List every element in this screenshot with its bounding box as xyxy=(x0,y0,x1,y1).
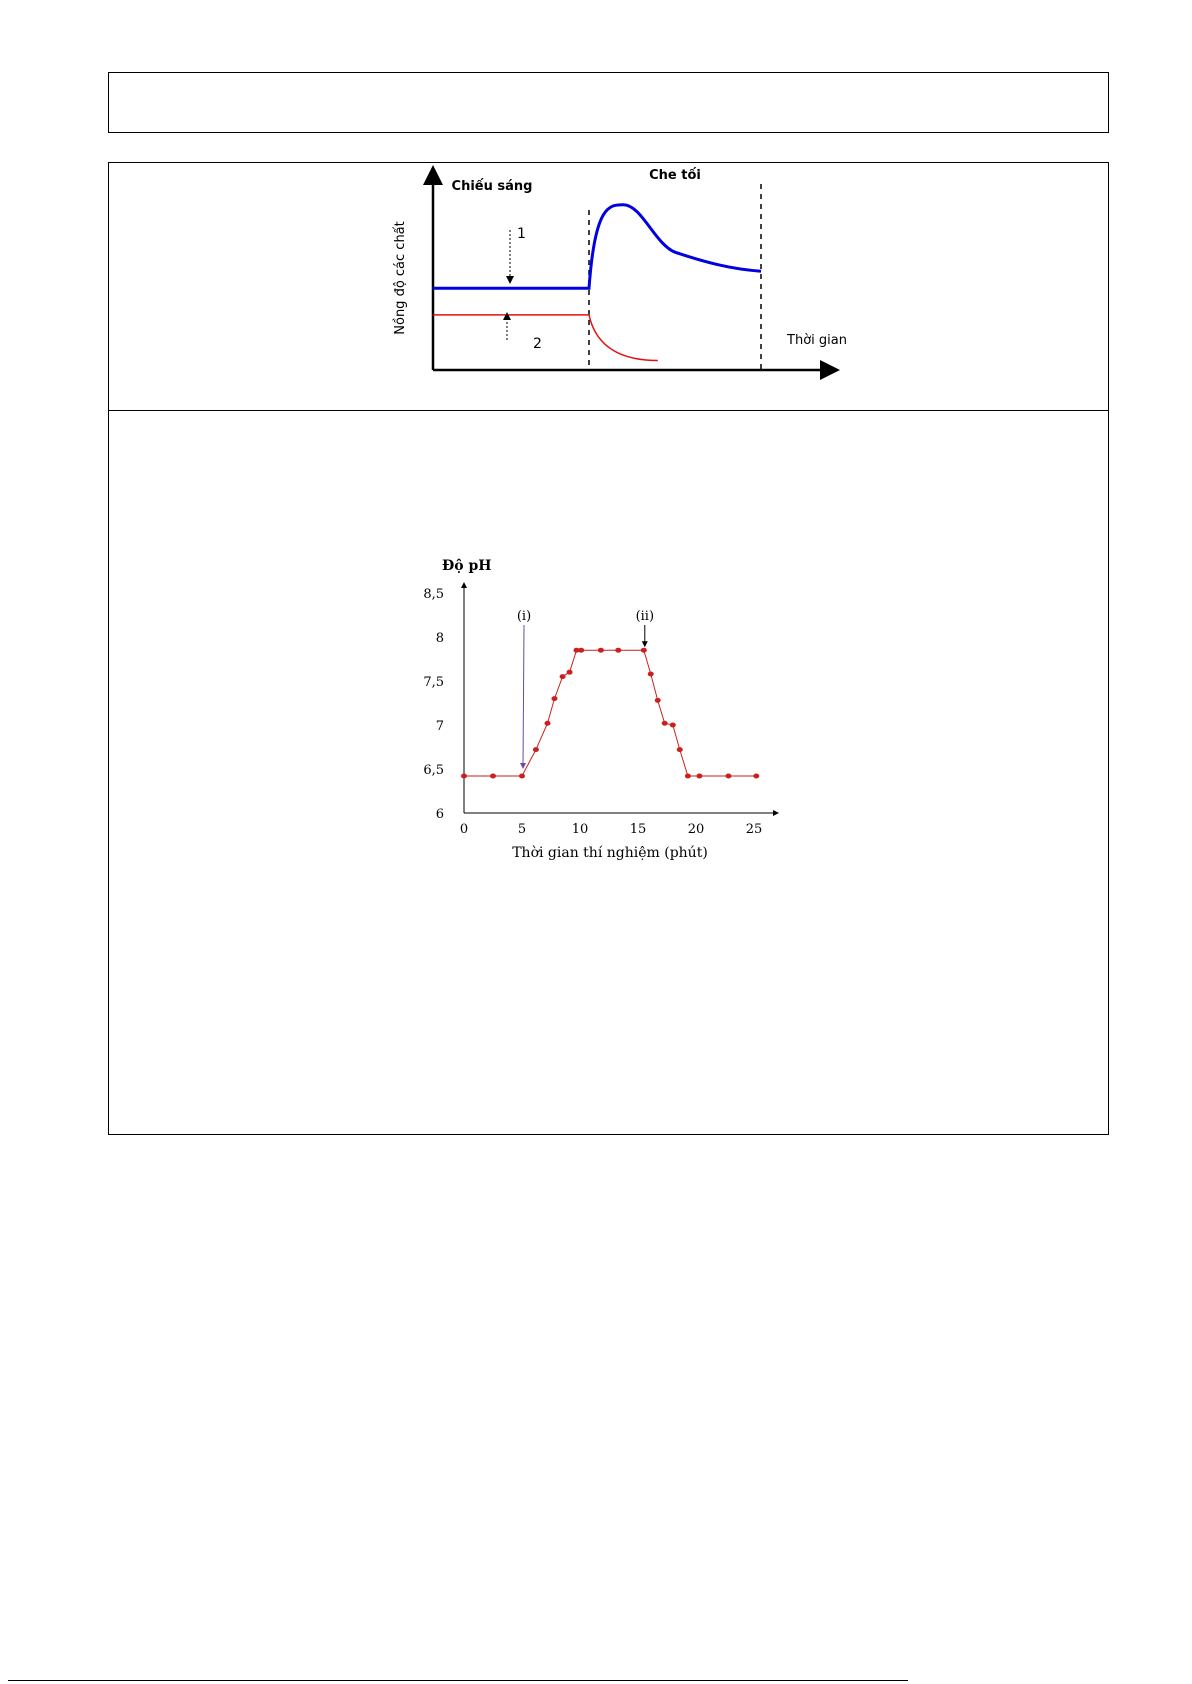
data-point xyxy=(578,648,584,653)
x-tick-label: 10 xyxy=(571,822,589,837)
data-point xyxy=(641,648,647,653)
question-header-box xyxy=(108,72,1109,133)
data-point xyxy=(753,774,759,779)
series-2-line xyxy=(433,315,658,361)
row-divider xyxy=(109,410,1108,411)
x-axis-label: Thời gian thí nghiệm (phút) xyxy=(512,845,708,861)
data-point xyxy=(655,698,661,703)
data-point xyxy=(615,648,621,653)
y-tick-label: 6 xyxy=(435,807,444,822)
y-tick-label: 7 xyxy=(435,719,444,734)
data-point xyxy=(533,747,539,752)
annotation-ii: (ii) xyxy=(635,609,655,624)
ph-series-line xyxy=(464,650,756,776)
data-point xyxy=(725,774,731,779)
data-point xyxy=(461,774,467,779)
region-label-dark: Che tối xyxy=(649,168,701,183)
x-tick-label: 20 xyxy=(687,822,705,837)
ph-chart xyxy=(420,555,800,875)
data-point xyxy=(685,774,691,779)
y-tick-label: 7,5 xyxy=(423,675,444,690)
x-tick-label: 5 xyxy=(517,822,527,837)
y-axis-label: Độ pH xyxy=(442,558,492,574)
data-point xyxy=(677,747,683,752)
data-point xyxy=(519,774,525,779)
data-point xyxy=(662,721,668,726)
series-1-label: 1 xyxy=(517,226,526,242)
series-2-label: 2 xyxy=(533,336,542,352)
data-point xyxy=(490,774,496,779)
footer-rule xyxy=(8,1680,908,1681)
data-point xyxy=(670,723,676,728)
y-tick-label: 6,5 xyxy=(423,763,444,778)
annotation-i: (i) xyxy=(516,609,532,624)
concentration-chart xyxy=(380,162,860,382)
series-1-line xyxy=(433,205,761,289)
x-tick-label: 25 xyxy=(745,822,763,837)
data-point xyxy=(567,670,573,675)
data-point xyxy=(545,721,551,726)
data-point xyxy=(598,648,604,653)
annotation-i-arrow xyxy=(523,625,524,768)
x-tick-label: 0 xyxy=(459,822,469,837)
y-tick-label: 8 xyxy=(435,631,444,646)
y-axis-label: Nồng độ các chất xyxy=(393,221,408,335)
data-point xyxy=(696,774,702,779)
y-tick-label: 8,5 xyxy=(423,587,444,602)
region-label-light: Chiếu sáng xyxy=(451,179,533,194)
x-tick-label: 15 xyxy=(629,822,647,837)
x-axis-label: Thời gian xyxy=(787,333,847,348)
data-point xyxy=(648,671,654,676)
data-point xyxy=(551,696,557,701)
data-point xyxy=(560,674,566,679)
